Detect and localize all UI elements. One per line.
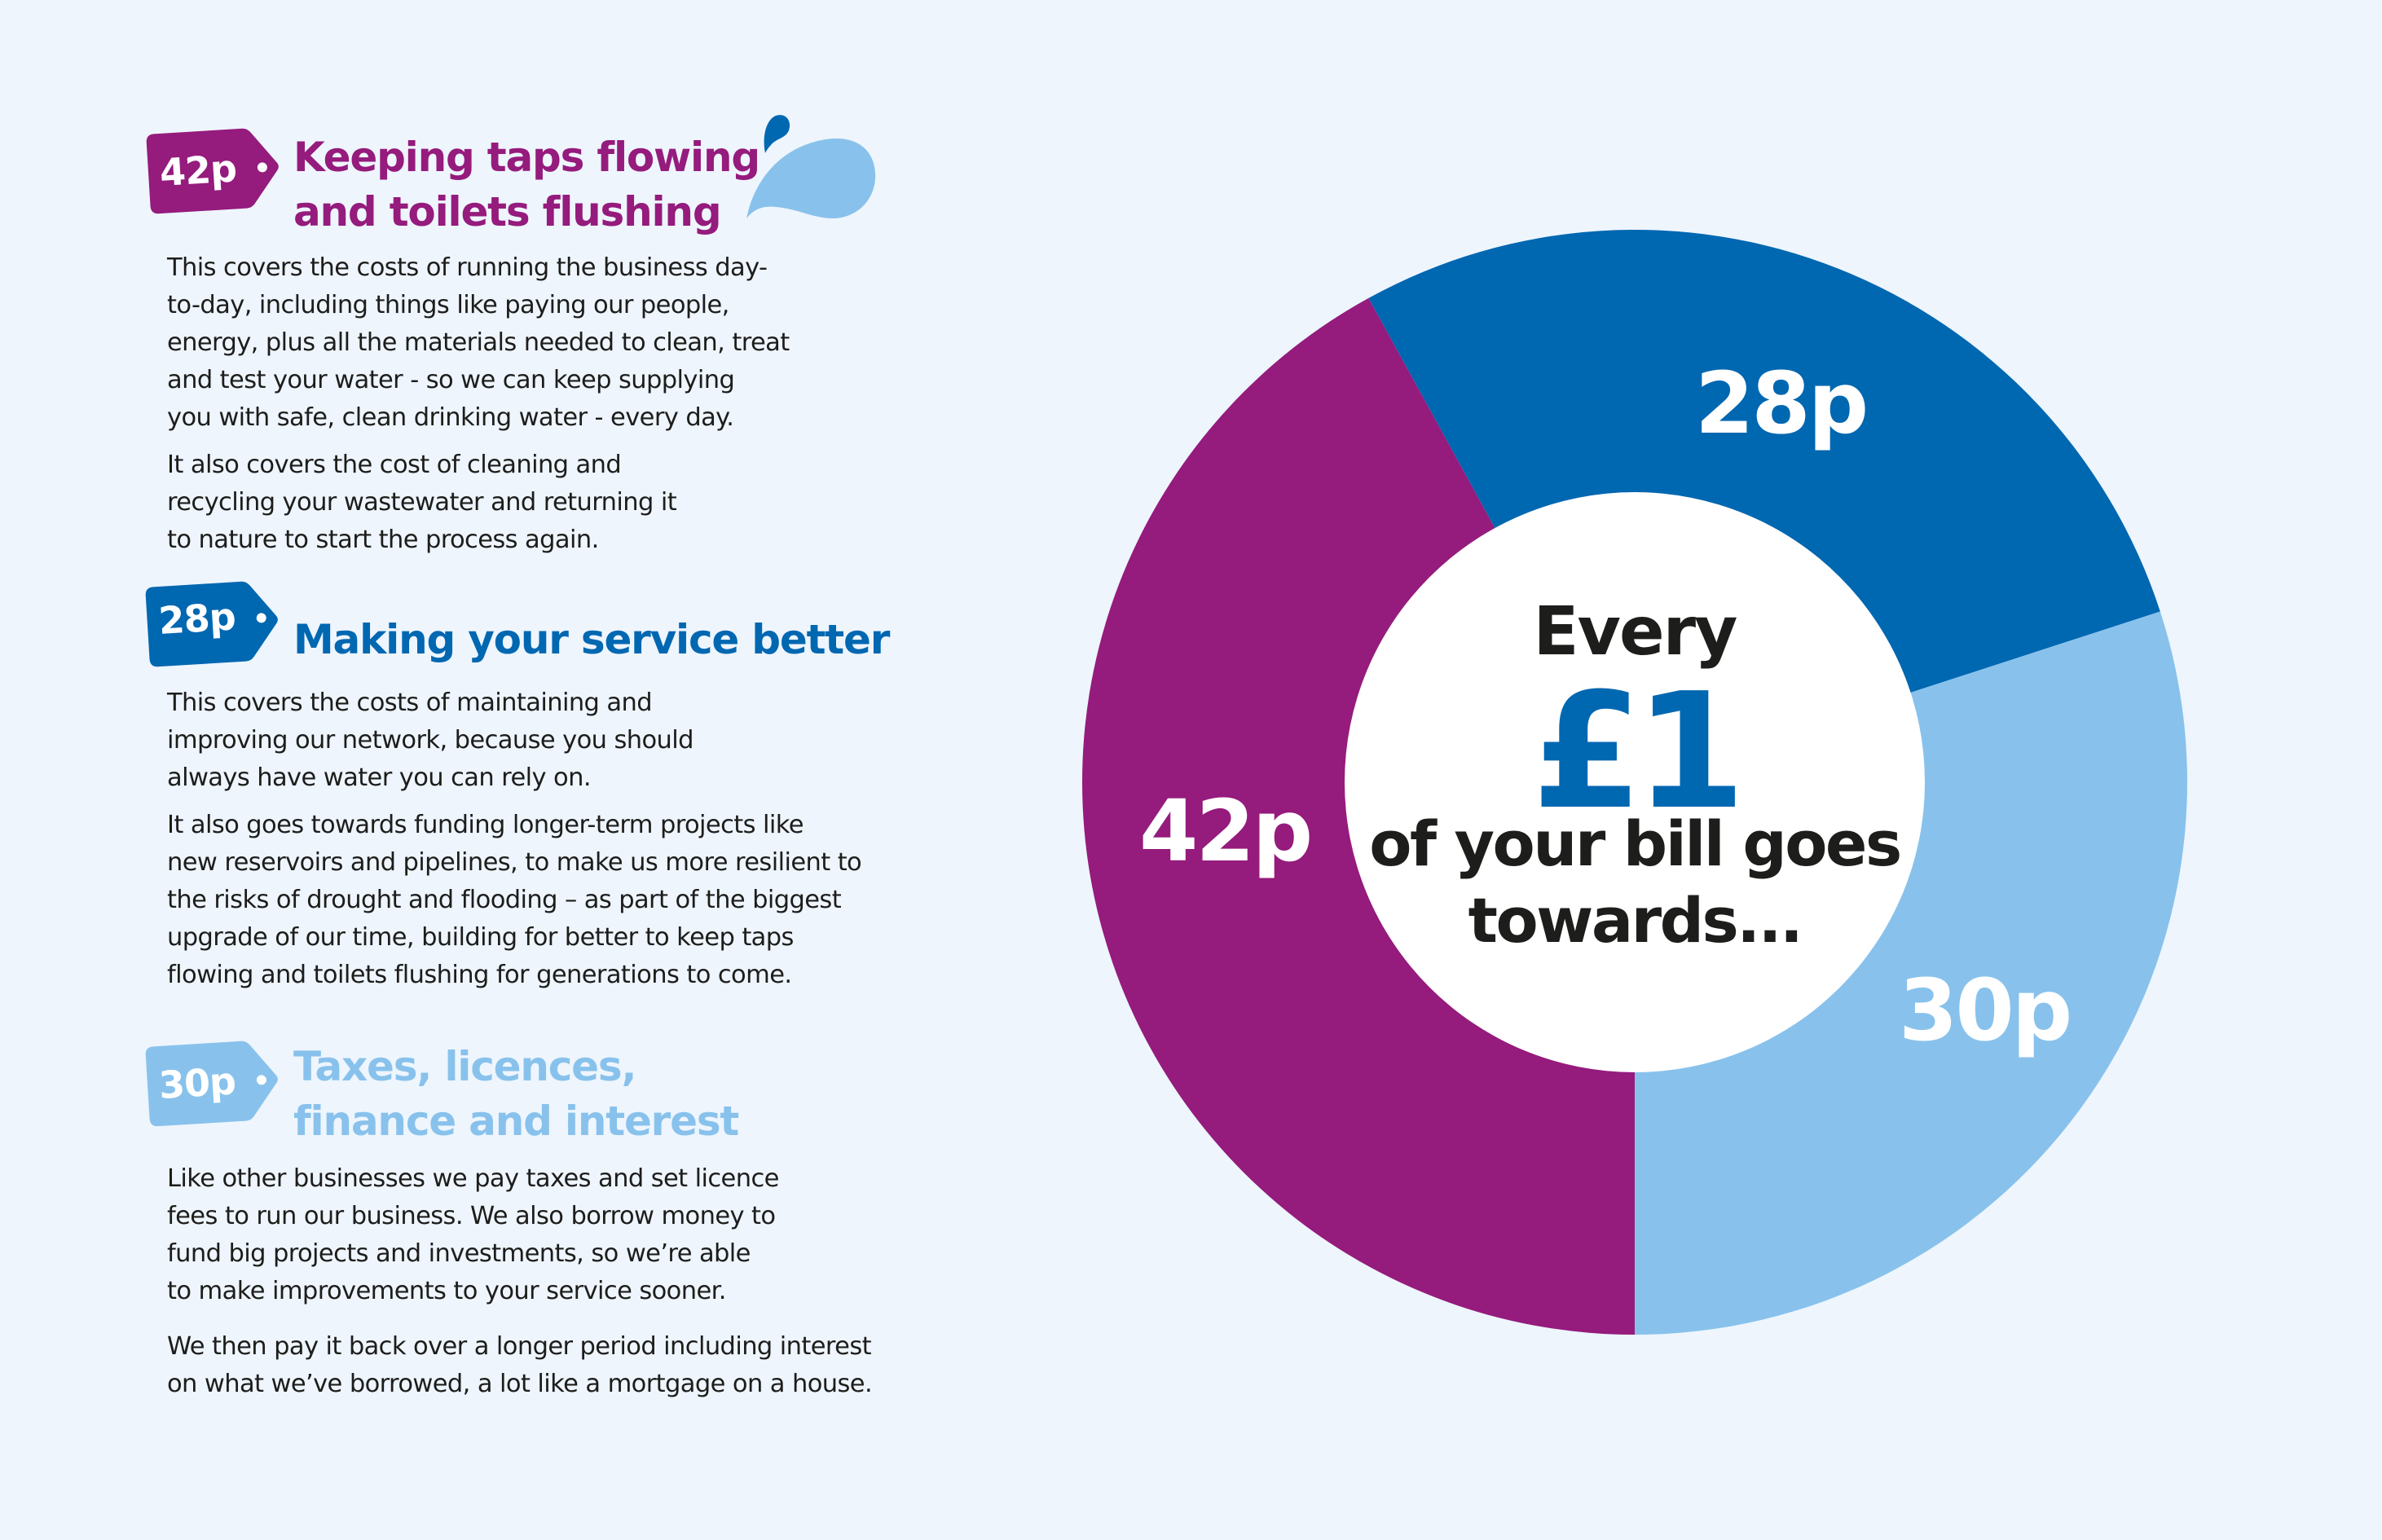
water-drop-icon xyxy=(743,114,877,220)
section-heading-operations xyxy=(293,130,760,240)
text-line: to nature to start the process again. xyxy=(167,526,599,554)
segment-label-30p: 30p xyxy=(1899,961,2071,1060)
heading-line: and toilets flushing xyxy=(293,188,721,235)
text-line: on what we’ve borrowed, a lot like a mortgage on a house. xyxy=(167,1370,873,1398)
text-line: always have water you can rely on. xyxy=(167,763,591,792)
heading-line: Making your service better xyxy=(293,616,890,663)
text-line: recycling your wastewater and returning it xyxy=(167,488,677,517)
segment-label-28p: 28p xyxy=(1695,354,1867,453)
price-tag-42p xyxy=(146,126,281,214)
paragraph xyxy=(167,1328,872,1403)
text-line: energy, plus all the materials needed to clean, treat xyxy=(167,328,790,357)
heading-line: Keeping taps flowing xyxy=(293,134,760,181)
tag-label: 28p xyxy=(157,594,237,643)
section-body-operations xyxy=(167,249,790,569)
text-line: fees to run our business. We also borrow money to xyxy=(167,1202,776,1230)
text-line: We then pay it back over a longer period including interest xyxy=(167,1332,871,1361)
center-title-every: Every xyxy=(1533,593,1737,671)
text-line: improving our network, because you should xyxy=(167,726,693,755)
center-subtitle-2: towards... xyxy=(1468,884,1802,957)
tag-label: 42p xyxy=(158,146,238,195)
section-heading-taxes xyxy=(293,1040,738,1149)
text-line: to-day, including things like paying our people, xyxy=(167,291,729,319)
center-subtitle: of your bill goes xyxy=(1369,807,1900,880)
text-line: the risks of drought and flooding – as part of the biggest xyxy=(167,886,842,914)
paragraph xyxy=(167,807,861,994)
paragraph xyxy=(167,684,861,797)
paragraph xyxy=(167,1160,872,1310)
text-line: flowing and toilets flushing for generations to come. xyxy=(167,961,792,989)
paragraph xyxy=(167,447,790,559)
segment-label-42p: 42p xyxy=(1139,781,1311,881)
price-tag-30p xyxy=(145,1039,280,1127)
section-body-taxes xyxy=(167,1160,872,1413)
text-line: Like other businesses we pay taxes and set licence xyxy=(167,1164,779,1193)
price-tag-28p xyxy=(145,579,280,667)
text-line: to make improvements to your service sooner. xyxy=(167,1277,726,1305)
text-line: new reservoirs and pipelines, to make us more resilient to xyxy=(167,848,862,877)
center-amount: £1 xyxy=(1531,659,1738,845)
text-line: It also goes towards funding longer-term projects like xyxy=(167,811,804,839)
text-line: and test your water - so we can keep supplying xyxy=(167,366,735,394)
text-line: This covers the costs of maintaining and xyxy=(167,689,652,717)
heading-line: Taxes, licences, xyxy=(293,1043,636,1090)
text-line: It also covers the cost of cleaning and xyxy=(167,451,622,479)
text-line: This covers the costs of running the business day- xyxy=(167,253,768,282)
text-line: fund big projects and investments, so we’re able xyxy=(167,1239,751,1268)
paragraph xyxy=(167,249,790,437)
section-body-service xyxy=(167,684,861,1004)
text-line: upgrade of our time, building for better to keep taps xyxy=(167,923,794,952)
heading-line: finance and interest xyxy=(293,1098,739,1145)
tag-label: 30p xyxy=(157,1058,237,1107)
text-line: you with safe, clean drinking water - every day. xyxy=(167,403,734,432)
section-heading-service xyxy=(293,613,889,667)
